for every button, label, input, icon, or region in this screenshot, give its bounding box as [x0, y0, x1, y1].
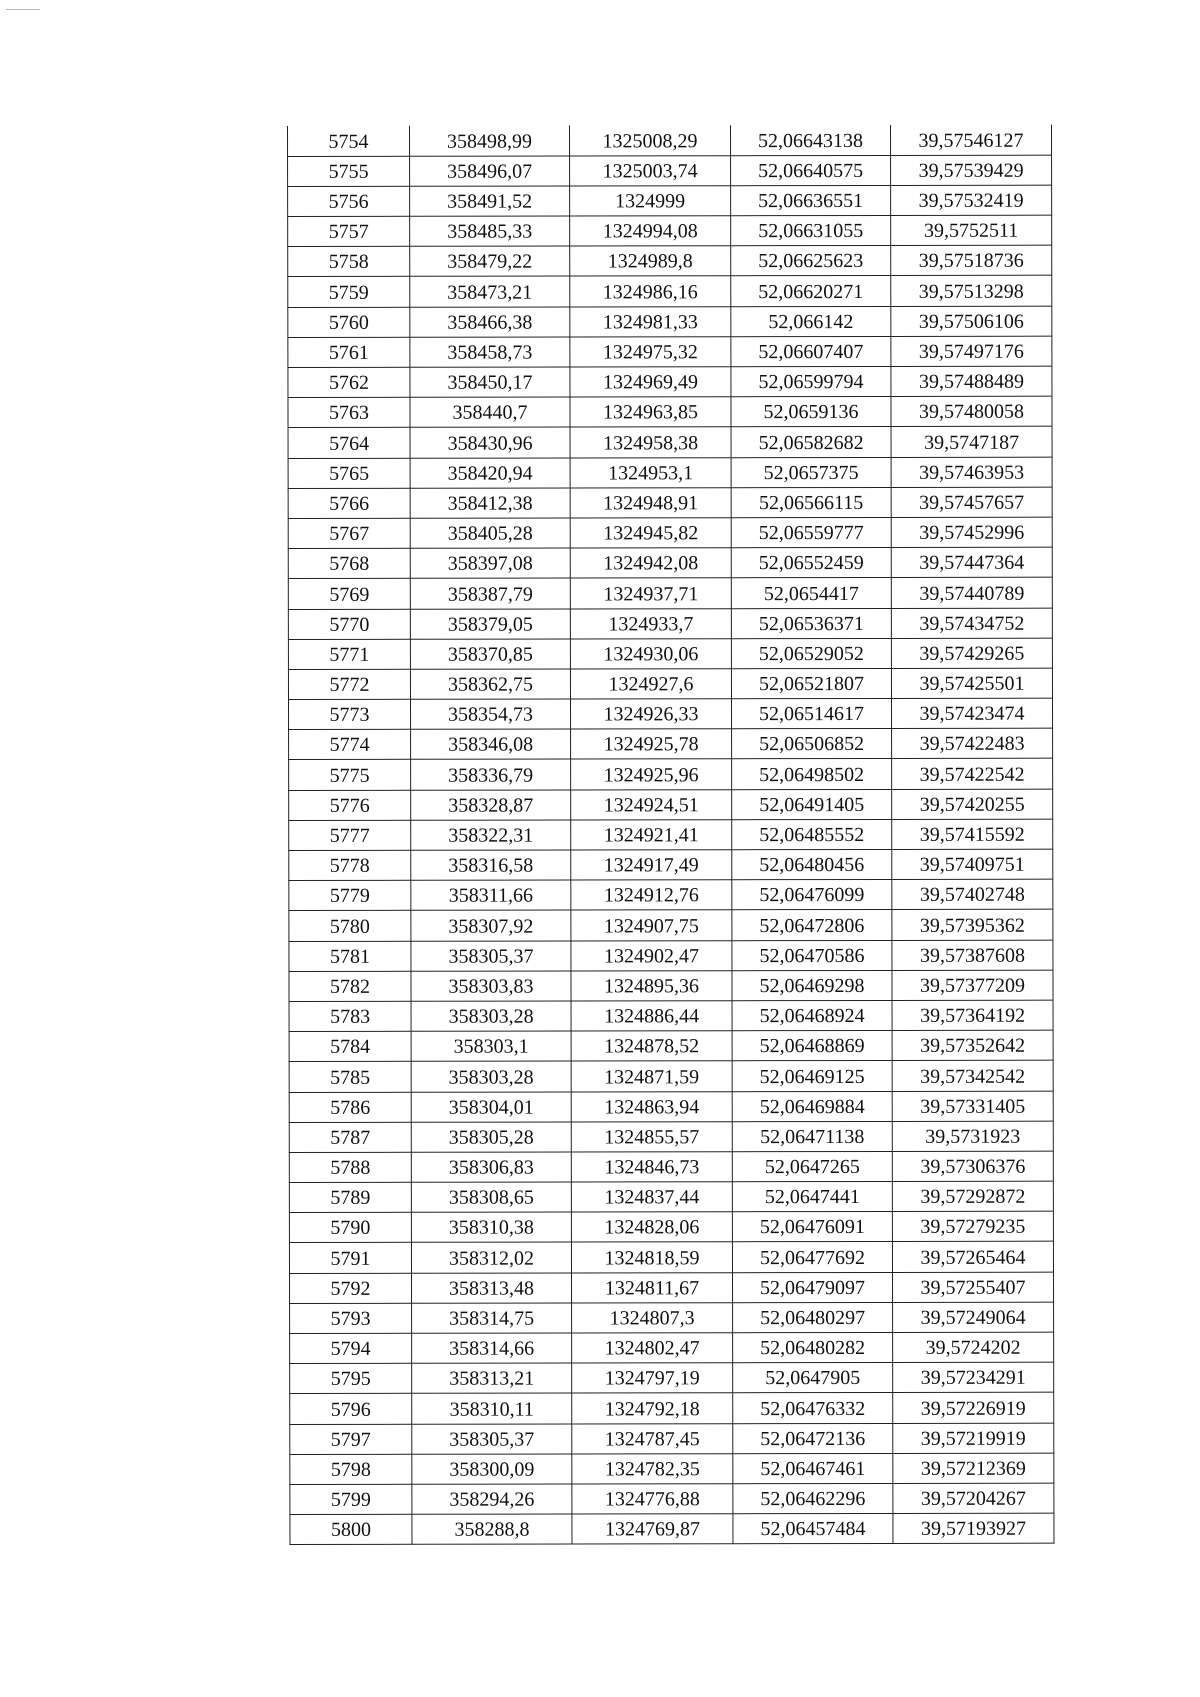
point-number-cell: 5755 [288, 156, 410, 186]
x-coordinate-cell: 358405,28 [410, 518, 570, 548]
point-number-cell: 5781 [289, 941, 411, 971]
latitude-cell: 52,06491405 [732, 789, 892, 819]
y-coordinate-cell: 1325008,29 [569, 125, 730, 155]
table-row [289, 759, 1053, 791]
longitude-cell: 39,57387608 [892, 940, 1053, 970]
y-coordinate-cell: 1324948,91 [570, 487, 731, 517]
table-row [289, 879, 1053, 911]
scan-speck [6, 9, 40, 10]
latitude-cell: 52,06457484 [733, 1514, 893, 1544]
longitude-cell: 39,57506106 [891, 306, 1052, 336]
latitude-cell: 52,06552459 [731, 548, 891, 578]
longitude-cell: 39,57532419 [891, 185, 1052, 215]
y-coordinate-cell: 1324927,6 [570, 669, 731, 699]
table-row [288, 306, 1052, 338]
longitude-cell: 39,57331405 [892, 1091, 1053, 1121]
point-number-cell: 5757 [288, 216, 410, 246]
y-coordinate-cell: 1324878,52 [571, 1031, 732, 1061]
longitude-cell: 39,57463953 [891, 457, 1052, 487]
x-coordinate-cell: 358430,96 [410, 427, 570, 457]
x-coordinate-cell: 358458,73 [410, 337, 570, 367]
x-coordinate-cell: 358440,7 [410, 397, 570, 427]
x-coordinate-cell: 358313,48 [412, 1273, 572, 1303]
point-number-cell: 5782 [289, 971, 411, 1001]
latitude-cell: 52,06485552 [732, 819, 892, 849]
point-number-cell: 5775 [289, 760, 411, 790]
x-coordinate-cell: 358314,66 [412, 1333, 572, 1363]
latitude-cell: 52,06469884 [732, 1091, 892, 1121]
point-number-cell: 5767 [288, 518, 410, 548]
point-number-cell: 5778 [289, 850, 411, 880]
point-number-cell: 5764 [288, 428, 410, 458]
latitude-cell: 52,06470586 [732, 940, 892, 970]
x-coordinate-cell: 358310,11 [412, 1393, 572, 1423]
latitude-cell: 52,06480297 [733, 1302, 893, 1332]
table-row [289, 819, 1053, 851]
x-coordinate-cell: 358294,26 [412, 1484, 572, 1514]
x-coordinate-cell: 358316,58 [411, 850, 571, 880]
longitude-cell: 39,57425501 [891, 668, 1052, 698]
latitude-cell: 52,06479097 [733, 1272, 893, 1302]
y-coordinate-cell: 1324953,1 [570, 457, 731, 487]
table-row [288, 457, 1052, 489]
latitude-cell: 52,06506852 [732, 729, 892, 759]
longitude-cell: 39,57212369 [893, 1453, 1054, 1483]
y-coordinate-cell: 1324863,94 [571, 1091, 732, 1121]
longitude-cell: 39,57440789 [891, 577, 1052, 607]
point-number-cell: 5798 [290, 1454, 412, 1484]
table-row [288, 396, 1052, 428]
latitude-cell: 52,06469298 [732, 970, 892, 1000]
y-coordinate-cell: 1324958,38 [570, 427, 731, 457]
table-row [288, 638, 1052, 670]
y-coordinate-cell: 1324776,88 [572, 1484, 733, 1514]
point-number-cell: 5760 [288, 307, 410, 337]
point-number-cell: 5759 [288, 277, 410, 307]
y-coordinate-cell: 1324787,45 [572, 1423, 733, 1453]
latitude-cell: 52,06469125 [732, 1061, 892, 1091]
table-row [289, 910, 1053, 942]
y-coordinate-cell: 1324895,36 [571, 970, 732, 1000]
point-number-cell: 5761 [288, 337, 410, 367]
table-row [288, 517, 1052, 549]
y-coordinate-cell: 1324994,08 [570, 216, 731, 246]
point-number-cell: 5790 [289, 1213, 411, 1243]
x-coordinate-cell: 358473,21 [410, 276, 570, 306]
longitude-cell: 39,57292872 [892, 1181, 1053, 1211]
point-number-cell: 5794 [290, 1333, 412, 1363]
table-row [289, 1060, 1053, 1092]
latitude-cell: 52,06536371 [731, 608, 891, 638]
x-coordinate-cell: 358491,52 [410, 186, 570, 216]
latitude-cell: 52,06471138 [732, 1121, 892, 1151]
table-row [289, 1000, 1053, 1032]
y-coordinate-cell: 1324975,32 [570, 337, 731, 367]
y-coordinate-cell: 1324999 [570, 186, 731, 216]
point-number-cell: 5779 [289, 880, 411, 910]
x-coordinate-cell: 358306,83 [411, 1152, 571, 1182]
latitude-cell: 52,066142 [731, 306, 891, 336]
y-coordinate-cell: 1324811,67 [572, 1272, 733, 1302]
y-coordinate-cell: 1324902,47 [571, 940, 732, 970]
longitude-cell: 39,57488489 [891, 366, 1052, 396]
point-number-cell: 5791 [289, 1243, 411, 1273]
y-coordinate-cell: 1324937,71 [570, 578, 731, 608]
table-row [289, 940, 1053, 972]
table-row [289, 1151, 1053, 1183]
y-coordinate-cell: 1324855,57 [571, 1121, 732, 1151]
x-coordinate-cell: 358379,05 [410, 609, 570, 639]
y-coordinate-cell: 1325003,74 [570, 155, 731, 185]
latitude-cell: 52,0659136 [731, 397, 891, 427]
x-coordinate-cell: 358322,31 [411, 820, 571, 850]
y-coordinate-cell: 1324917,49 [571, 850, 732, 880]
x-coordinate-cell: 358305,37 [412, 1424, 572, 1454]
table-row [289, 1121, 1053, 1153]
y-coordinate-cell: 1324925,78 [571, 729, 732, 759]
x-coordinate-cell: 358336,79 [411, 759, 571, 789]
point-number-cell: 5774 [289, 730, 411, 760]
point-number-cell: 5763 [288, 397, 410, 427]
table-row [288, 276, 1052, 308]
point-number-cell: 5773 [289, 699, 411, 729]
latitude-cell: 52,06514617 [732, 699, 892, 729]
x-coordinate-cell: 358310,38 [411, 1212, 571, 1242]
point-number-cell: 5780 [289, 911, 411, 941]
y-coordinate-cell: 1324846,73 [571, 1152, 732, 1182]
table-row [290, 1332, 1054, 1364]
table-row [289, 1211, 1053, 1243]
y-coordinate-cell: 1324986,16 [570, 276, 731, 306]
latitude-cell: 52,0657375 [731, 457, 891, 487]
y-coordinate-cell: 1324926,33 [571, 699, 732, 729]
y-coordinate-cell: 1324921,41 [571, 820, 732, 850]
latitude-cell: 52,06462296 [733, 1483, 893, 1513]
point-number-cell: 5762 [288, 367, 410, 397]
longitude-cell: 39,57447364 [891, 547, 1052, 577]
point-number-cell: 5792 [290, 1273, 412, 1303]
x-coordinate-cell: 358288,8 [412, 1514, 572, 1544]
table-row [290, 1393, 1054, 1425]
table-row [288, 215, 1052, 247]
latitude-cell: 52,06636551 [731, 185, 891, 215]
x-coordinate-cell: 358312,02 [411, 1242, 571, 1272]
y-coordinate-cell: 1324924,51 [571, 789, 732, 819]
longitude-cell: 39,57352642 [892, 1030, 1053, 1060]
x-coordinate-cell: 358304,01 [411, 1092, 571, 1122]
table-row [289, 789, 1053, 821]
x-coordinate-cell: 358362,75 [410, 669, 570, 699]
point-number-cell: 5793 [290, 1303, 412, 1333]
point-number-cell: 5754 [288, 126, 410, 156]
longitude-cell: 39,57423474 [892, 698, 1053, 728]
longitude-cell: 39,57377209 [892, 970, 1053, 1000]
longitude-cell: 39,57420255 [892, 789, 1053, 819]
table-row [288, 366, 1052, 398]
x-coordinate-cell: 358466,38 [410, 307, 570, 337]
x-coordinate-cell: 358303,1 [411, 1031, 571, 1061]
longitude-cell: 39,57204267 [893, 1483, 1054, 1513]
longitude-cell: 39,5747187 [891, 427, 1052, 457]
table-row [288, 668, 1052, 700]
latitude-cell: 52,06480282 [733, 1332, 893, 1362]
table-row [290, 1302, 1054, 1334]
longitude-cell: 39,57429265 [891, 638, 1052, 668]
table-row [288, 547, 1052, 579]
point-number-cell: 5796 [290, 1394, 412, 1424]
x-coordinate-cell: 358303,28 [411, 1001, 571, 1031]
table-row [290, 1362, 1054, 1394]
longitude-cell: 39,57226919 [893, 1393, 1054, 1423]
x-coordinate-cell: 358305,28 [411, 1122, 571, 1152]
point-number-cell: 5766 [288, 488, 410, 518]
x-coordinate-cell: 358354,73 [411, 699, 571, 729]
y-coordinate-cell: 1324969,49 [570, 367, 731, 397]
latitude-cell: 52,06521807 [731, 668, 891, 698]
y-coordinate-cell: 1324802,47 [572, 1333, 733, 1363]
y-coordinate-cell: 1324925,96 [571, 759, 732, 789]
latitude-cell: 52,06468869 [732, 1031, 892, 1061]
point-number-cell: 5777 [289, 820, 411, 850]
x-coordinate-cell: 358328,87 [411, 790, 571, 820]
x-coordinate-cell: 358485,33 [410, 216, 570, 246]
x-coordinate-cell: 358303,83 [411, 971, 571, 1001]
latitude-cell: 52,06472136 [733, 1423, 893, 1453]
latitude-cell: 52,06472806 [732, 910, 892, 940]
y-coordinate-cell: 1324797,19 [572, 1363, 733, 1393]
latitude-cell: 52,06476099 [732, 880, 892, 910]
latitude-cell: 52,06620271 [731, 276, 891, 306]
x-coordinate-cell: 358496,07 [410, 156, 570, 186]
longitude-cell: 39,57219919 [893, 1423, 1054, 1453]
latitude-cell: 52,06582682 [731, 427, 891, 457]
point-number-cell: 5788 [289, 1152, 411, 1182]
x-coordinate-cell: 358305,37 [411, 941, 571, 971]
longitude-cell: 39,57546127 [890, 125, 1051, 155]
x-coordinate-cell: 358303,28 [411, 1061, 571, 1091]
point-number-cell: 5799 [290, 1484, 412, 1514]
y-coordinate-cell: 1324933,7 [570, 608, 731, 638]
point-number-cell: 5800 [290, 1514, 412, 1544]
latitude-cell: 52,0647441 [732, 1182, 892, 1212]
point-number-cell: 5758 [288, 247, 410, 277]
x-coordinate-cell: 358307,92 [411, 910, 571, 940]
y-coordinate-cell: 1324769,87 [572, 1514, 733, 1544]
point-number-cell: 5789 [289, 1182, 411, 1212]
y-coordinate-cell: 1324871,59 [571, 1061, 732, 1091]
longitude-cell: 39,57513298 [891, 276, 1052, 306]
x-coordinate-cell: 358387,79 [410, 578, 570, 608]
table-row [290, 1513, 1054, 1545]
y-coordinate-cell: 1324782,35 [572, 1453, 733, 1483]
x-coordinate-cell: 358311,66 [411, 880, 571, 910]
table-row [289, 849, 1053, 881]
latitude-cell: 52,06477692 [732, 1242, 892, 1272]
point-number-cell: 5765 [288, 458, 410, 488]
x-coordinate-cell: 358314,75 [412, 1303, 572, 1333]
y-coordinate-cell: 1324907,75 [571, 910, 732, 940]
latitude-cell: 52,06599794 [731, 366, 891, 396]
x-coordinate-cell: 358479,22 [410, 246, 570, 276]
table-row [288, 125, 1052, 157]
point-number-cell: 5771 [288, 639, 410, 669]
table-row [290, 1423, 1054, 1455]
longitude-cell: 39,57452996 [891, 517, 1052, 547]
table-row [290, 1483, 1054, 1515]
longitude-cell: 39,57395362 [892, 910, 1053, 940]
y-coordinate-cell: 1324912,76 [571, 880, 732, 910]
longitude-cell: 39,57518736 [891, 245, 1052, 275]
y-coordinate-cell: 1324837,44 [571, 1182, 732, 1212]
latitude-cell: 52,06566115 [731, 487, 891, 517]
point-number-cell: 5756 [288, 186, 410, 216]
latitude-cell: 52,0654417 [731, 578, 891, 608]
point-number-cell: 5797 [290, 1424, 412, 1454]
y-coordinate-cell: 1324886,44 [571, 1001, 732, 1031]
y-coordinate-cell: 1324945,82 [570, 518, 731, 548]
longitude-cell: 39,57342542 [892, 1060, 1053, 1090]
point-number-cell: 5772 [288, 669, 410, 699]
y-coordinate-cell: 1324989,8 [570, 246, 731, 276]
table-row [288, 336, 1052, 368]
x-coordinate-cell: 358412,38 [410, 488, 570, 518]
table-row [289, 1030, 1053, 1062]
longitude-cell: 39,5731923 [892, 1121, 1053, 1151]
latitude-cell: 52,06640575 [731, 155, 891, 185]
coordinates-table [287, 125, 1054, 1546]
longitude-cell: 39,57255407 [893, 1272, 1054, 1302]
table-row [288, 245, 1052, 277]
point-number-cell: 5785 [289, 1062, 411, 1092]
y-coordinate-cell: 1324807,3 [572, 1303, 733, 1333]
point-number-cell: 5795 [290, 1363, 412, 1393]
latitude-cell: 52,06476332 [733, 1393, 893, 1423]
longitude-cell: 39,57193927 [893, 1513, 1054, 1543]
y-coordinate-cell: 1324828,06 [571, 1212, 732, 1242]
latitude-cell: 52,06480456 [732, 849, 892, 879]
table-row [288, 608, 1052, 640]
y-coordinate-cell: 1324818,59 [571, 1242, 732, 1272]
table-row [288, 155, 1052, 187]
latitude-cell: 52,06529052 [731, 638, 891, 668]
point-number-cell: 5769 [288, 579, 410, 609]
longitude-cell: 39,57415592 [892, 819, 1053, 849]
latitude-cell: 52,06467461 [733, 1453, 893, 1483]
point-number-cell: 5770 [288, 609, 410, 639]
latitude-cell: 52,0647905 [733, 1363, 893, 1393]
point-number-cell: 5784 [289, 1031, 411, 1061]
longitude-cell: 39,57364192 [892, 1000, 1053, 1030]
latitude-cell: 52,06607407 [731, 336, 891, 366]
point-number-cell: 5768 [288, 548, 410, 578]
table-row [289, 728, 1053, 760]
point-number-cell: 5786 [289, 1092, 411, 1122]
longitude-cell: 39,57422542 [892, 759, 1053, 789]
longitude-cell: 39,57457657 [891, 487, 1052, 517]
longitude-cell: 39,57480058 [891, 396, 1052, 426]
point-number-cell: 5776 [289, 790, 411, 820]
longitude-cell: 39,57249064 [893, 1302, 1054, 1332]
y-coordinate-cell: 1324792,18 [572, 1393, 733, 1423]
table-row [289, 1091, 1053, 1123]
y-coordinate-cell: 1324981,33 [570, 306, 731, 336]
table-row [288, 487, 1052, 519]
latitude-cell: 52,06643138 [730, 125, 890, 155]
latitude-cell: 52,06625623 [731, 246, 891, 276]
x-coordinate-cell: 358313,21 [412, 1363, 572, 1393]
latitude-cell: 52,0647265 [732, 1151, 892, 1181]
x-coordinate-cell: 358370,85 [410, 639, 570, 669]
table-row [289, 1181, 1053, 1213]
x-coordinate-cell: 358420,94 [410, 458, 570, 488]
latitude-cell: 52,06468924 [732, 1000, 892, 1030]
longitude-cell: 39,57234291 [893, 1362, 1054, 1392]
latitude-cell: 52,06631055 [731, 216, 891, 246]
table-row [288, 185, 1052, 217]
x-coordinate-cell: 358498,99 [409, 126, 569, 156]
longitude-cell: 39,57409751 [892, 849, 1053, 879]
longitude-cell: 39,57265464 [892, 1242, 1053, 1272]
point-number-cell: 5783 [289, 1001, 411, 1031]
table-row [290, 1453, 1054, 1485]
y-coordinate-cell: 1324930,06 [570, 638, 731, 668]
longitude-cell: 39,57402748 [892, 879, 1053, 909]
table-row [289, 698, 1053, 730]
table-row [289, 970, 1053, 1002]
x-coordinate-cell: 358450,17 [410, 367, 570, 397]
longitude-cell: 39,5724202 [893, 1332, 1054, 1362]
y-coordinate-cell: 1324963,85 [570, 397, 731, 427]
latitude-cell: 52,06498502 [732, 759, 892, 789]
longitude-cell: 39,57539429 [891, 155, 1052, 185]
longitude-cell: 39,57279235 [892, 1211, 1053, 1241]
longitude-cell: 39,5752511 [891, 215, 1052, 245]
y-coordinate-cell: 1324942,08 [570, 548, 731, 578]
table-row [289, 1242, 1053, 1274]
point-number-cell: 5787 [289, 1122, 411, 1152]
longitude-cell: 39,57434752 [891, 608, 1052, 638]
latitude-cell: 52,06476091 [732, 1212, 892, 1242]
x-coordinate-cell: 358300,09 [412, 1454, 572, 1484]
latitude-cell: 52,06559777 [731, 517, 891, 547]
table-row [290, 1272, 1054, 1304]
x-coordinate-cell: 358308,65 [411, 1182, 571, 1212]
table-row [288, 427, 1052, 459]
longitude-cell: 39,57422483 [892, 728, 1053, 758]
x-coordinate-cell: 358346,08 [411, 729, 571, 759]
coordinates-table-body [288, 125, 1054, 1545]
x-coordinate-cell: 358397,08 [410, 548, 570, 578]
longitude-cell: 39,57306376 [892, 1151, 1053, 1181]
table-row [288, 577, 1052, 609]
longitude-cell: 39,57497176 [891, 336, 1052, 366]
